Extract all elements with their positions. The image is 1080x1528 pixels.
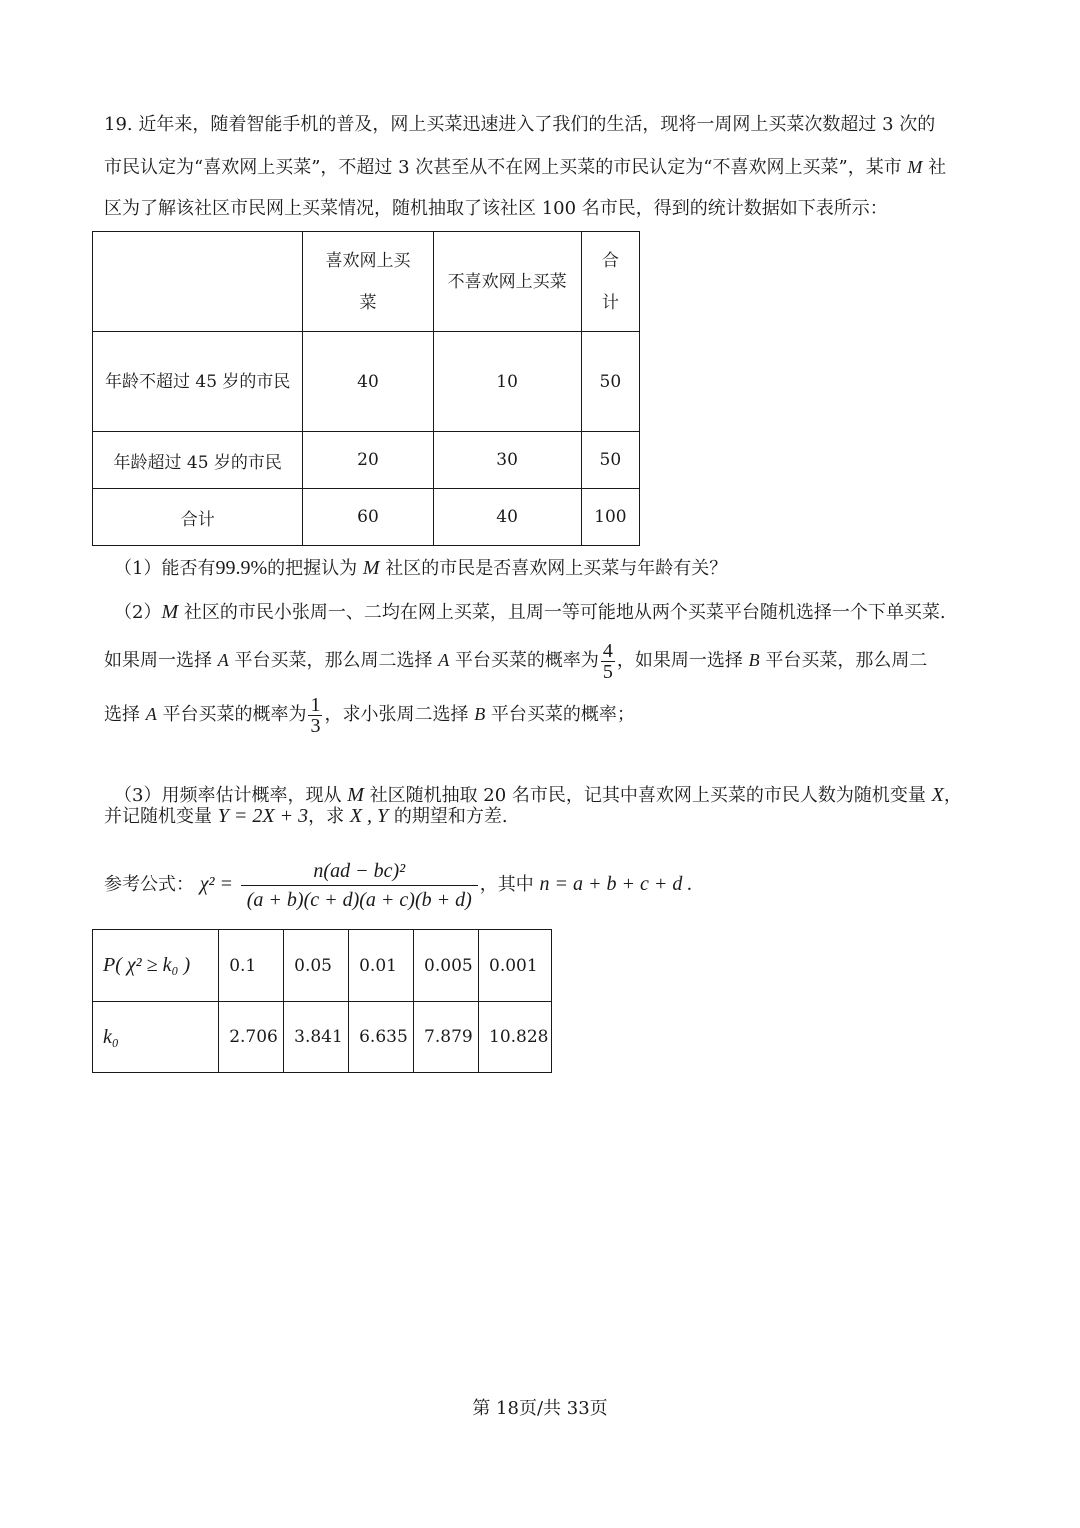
question-3-line-1: （3）用频率估计概率，现从 M 社区随机抽取 20 名市民，记其中喜欢网上买菜的市民人数为随机变量 X， — [114, 784, 962, 806]
cell: 20 — [303, 432, 433, 489]
row-label: 合计 — [93, 489, 303, 546]
fraction-4-5: $\frac{4}{5}$ — [602, 639, 613, 683]
table-row — [93, 489, 640, 546]
row-label: 年龄超过 45 岁的市民 — [93, 432, 303, 489]
p-label: P( χ² ≥ k₀ ) — [93, 930, 219, 1002]
cell: 100 — [581, 489, 639, 546]
cell: 0.01 — [349, 930, 414, 1002]
var-m: M — [907, 157, 923, 177]
cell: 7.879 — [414, 1002, 479, 1073]
critical-values-table — [92, 929, 552, 1073]
cell: 40 — [433, 489, 581, 546]
page-footer: 第 18页/共 33页 — [472, 1398, 608, 1419]
problem-line-3: 区为了解该社区市民网上买菜情况，随机抽取了该社区 100 名市民，得到的统计数据如下表所示： — [104, 198, 888, 219]
cell: 2.706 — [219, 1002, 284, 1073]
cell: 60 — [303, 489, 433, 546]
table-row — [93, 332, 640, 432]
fraction-1-3: $\frac{1}{3}$ — [310, 693, 321, 737]
table-row — [93, 432, 640, 489]
question-2-line-3: 选择 A 平台买菜的概率为 $\frac{1}{3}$ ，求小张周二选择 B 平台买菜的概率； — [104, 693, 635, 737]
table-header-row — [93, 232, 640, 332]
header-empty — [93, 232, 303, 332]
header-like: 喜欢网上买菜 — [303, 232, 433, 332]
reference-formula: 参考公式： χ² = $\frac{\text{n(ad − bc)²}}{(a + b)(c + d)(a + c)(b + d)}$ ，其中 n = a + b + c + d . — [104, 853, 692, 916]
table-row — [93, 930, 552, 1002]
question-2-line-2: 如果周一选择 A 平台买菜，那么周二选择 A 平台买菜的概率为 $\frac{4}{5}$ ，如果周一选择 B 平台买菜，那么周二 — [104, 639, 928, 683]
question-2-line-1: （2）M 社区的市民小张周一、二均在网上买菜，且周一等可能地从两个买菜平台随机选择一个下单买菜. — [114, 601, 946, 623]
survey-table — [92, 231, 640, 546]
cell: 30 — [433, 432, 581, 489]
cell: 0.005 — [414, 930, 479, 1002]
row-label: 年龄不超过 45 岁的市民 — [93, 332, 303, 432]
problem-line-1: 19. 近年来，随着智能手机的普及，网上买菜迅速进入了我们的生活，现将一周网上买菜次数超过 3 次的 — [104, 114, 936, 135]
cell: 0.1 — [219, 930, 284, 1002]
cell: 40 — [303, 332, 433, 432]
cell: 0.001 — [479, 930, 552, 1002]
cell: 50 — [581, 332, 639, 432]
cell: 50 — [581, 432, 639, 489]
header-dislike: 不喜欢网上买菜 — [433, 232, 581, 332]
cell: 3.841 — [284, 1002, 349, 1073]
question-1: （1）能否有99.9%的把握认为 M 社区的市民是否喜欢网上买菜与年龄有关？ — [114, 557, 728, 579]
table-row — [93, 1002, 552, 1073]
cell: 10 — [433, 332, 581, 432]
question-3-line-2: 并记随机变量 Y = 2X + 3，求 X , Y 的期望和方差. — [104, 805, 508, 827]
header-total: 合计 — [581, 232, 639, 332]
chi-square-fraction: $\frac{\text{n(ad − bc)²}}{(a + b)(c + d)(a + c)(b + d)}$ — [241, 857, 478, 914]
cell: 0.05 — [284, 930, 349, 1002]
problem-line-2: 市民认定为“喜欢网上买菜”，不超过 3 次甚至从不在网上买菜的市民认定为“不喜欢网上买菜”，某市 M 社 — [104, 157, 947, 178]
cell: 6.635 — [349, 1002, 414, 1073]
cell: 10.828 — [479, 1002, 552, 1073]
k-label: k₀ — [93, 1002, 219, 1073]
